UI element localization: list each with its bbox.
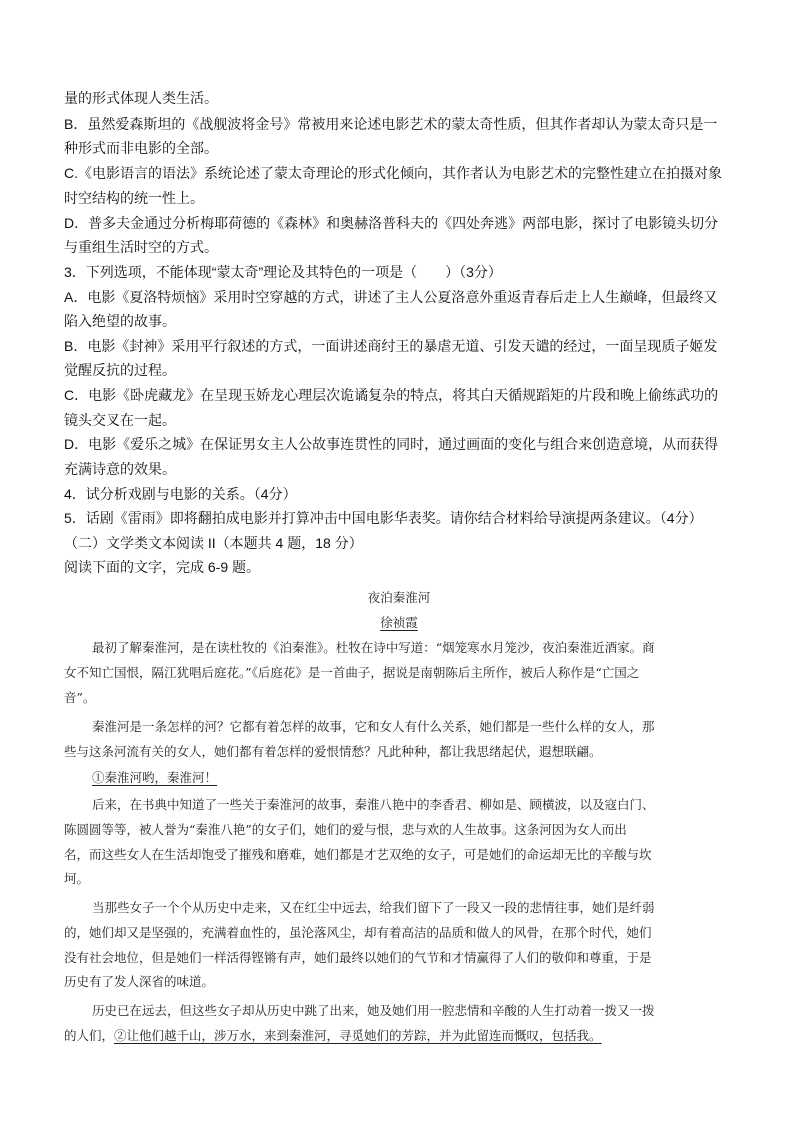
underlined-sentence-2: ②让他们越千山，涉万水，来到秦淮河，寻觅她们的芳踪，并为此留连而慨叹，包括我。	[114, 1028, 602, 1043]
article-line: 的，她们却又是坚强的，充满着血性的，虽沦落风尘，却有着高洁的品质和做人的风骨，在那个时代，她们	[64, 925, 652, 940]
question-5: 5．话剧《雷雨》即将翻拍成电影并打算冲击中国电影华表奖。请你结合材料给导演提两条建议。（4分）	[64, 510, 703, 526]
article-title: 夜泊秦淮河	[367, 590, 431, 605]
text-line: 陷入绝望的故事。	[64, 313, 176, 329]
article-line: 音”。	[64, 690, 96, 705]
option-a-line: A．电影《夏洛特烦恼》采用时空穿越的方式，讲述了主人公夏洛意外重返青春后走上人生巅峰，但最终又	[64, 289, 718, 305]
article-line: 最初了解秦淮河，是在读杜牧的《泊秦淮》。杜牧在诗中写道：“烟笼寒水月笼沙，夜泊秦淮近酒家。商	[92, 640, 655, 655]
text-line: 充满诗意的效果。	[64, 461, 176, 477]
article-line: 些与这条河流有关的女人，她们都有着怎样的爱恨情愁？凡此种种，都让我思绪起伏，遐想联翩。	[64, 744, 602, 759]
article-line: 名，而这些女人在生活却饱受了摧残和磨难，她们都是才艺双绝的女子，可是她们的命运却无比的辛酸与坎	[64, 847, 652, 862]
article-line	[64, 1026, 734, 1046]
article-line: 当那些女子一个个从历史中走来，又在红尘中远去，给我们留下了一段又一段的悲情往事，她们是纤弱	[92, 900, 655, 915]
article-line: 女不知亡国恨，隔江犹唱后庭花。”《后庭花》是一首曲子，据说是南朝陈后主所作，被后人称作是“亡国之	[64, 665, 640, 680]
question-3: 3．下列选项，不能体现“蒙太奇”理论及其特色的一项是（ ）（3分）	[64, 264, 502, 280]
underlined-sentence-1: ①秦淮河哟，秦淮河！	[92, 770, 218, 785]
instruction-line: 阅读下面的文字，完成 6-9 题。	[64, 559, 261, 575]
option-b-line: B．电影《封神》采用平行叙述的方式，一面讲述商纣王的暴虐无道、引发天谴的经过，一面呈现质子姬发	[64, 338, 718, 354]
article-line: 陈圆圆等等，被人誉为“秦淮八艳”的女子们，她们的爱与恨，悲与欢的人生故事。这条河因为女人而出	[64, 822, 627, 837]
text-line: 种形式而非电影的全部。	[64, 140, 218, 156]
article-line: 没有社会地位，但是她们一样活得铿锵有声，她们最终以她们的气节和才情赢得了人们的敬仰和尊重，于是	[64, 950, 652, 965]
text-line: 量的形式体现人类生活。	[64, 90, 218, 106]
article-line: 历史已在远去，但这些女子却从历史中跳了出来，她及她们用一腔悲情和辛酸的人生打动着一拨又一拨	[92, 1003, 655, 1018]
article-line: 坷。	[64, 871, 90, 886]
option-c-line: C.《电影语言的语法》系统论述了蒙太奇理论的形式化倾向，其作者认为电影艺术的完整性建立在拍摄对象	[64, 165, 722, 181]
text-line: 与重组生活时空的方式。	[64, 239, 218, 255]
option-c-line: C．电影《卧虎藏龙》在呈现玉娇龙心理层次诡谲复杂的特点，将其白天循规蹈矩的片段和晚上偷练武功的	[64, 387, 719, 403]
text-line: 时空结构的统一性上。	[64, 190, 204, 206]
question-4: 4．试分析戏剧与电影的关系。（4分）	[64, 486, 297, 502]
article-line-start: 的人们，	[64, 1028, 115, 1043]
article-line: 后来，在书典中知道了一些关于秦淮河的故事，秦淮八艳中的李香君、柳如是、顾横波，以及寇白门、	[92, 797, 655, 812]
article-author: 徐祯霞	[380, 615, 418, 630]
option-d-line: D．电影《爱乐之城》在保证男女主人公故事连贯性的同时，通过画面的变化与组合来创造意境，从而获得	[64, 436, 719, 452]
option-b-line: B．虽然爱森斯坦的《战舰波将金号》常被用来论述电影艺术的蒙太奇性质，但其作者却认为蒙太奇只是一	[64, 116, 718, 132]
text-line: 镜头交叉在一起。	[64, 412, 176, 428]
section-heading: （二）文学类文本阅读 II（本题共 4 题，18 分）	[64, 535, 363, 551]
article-line: 秦淮河是一条怎样的河？它都有着怎样的故事，它和女人有什么关系，她们都是一些什么样的女人，那	[92, 719, 655, 734]
text-line: 觉醒反抗的过程。	[64, 362, 176, 378]
option-d-line: D．普多夫金通过分析梅耶荷德的《森林》和奥赫洛普科夫的《四处奔逃》两部电影，探讨了电影镜头切分	[64, 215, 719, 231]
article-line: 历史有了发人深省的味道。	[64, 974, 215, 989]
